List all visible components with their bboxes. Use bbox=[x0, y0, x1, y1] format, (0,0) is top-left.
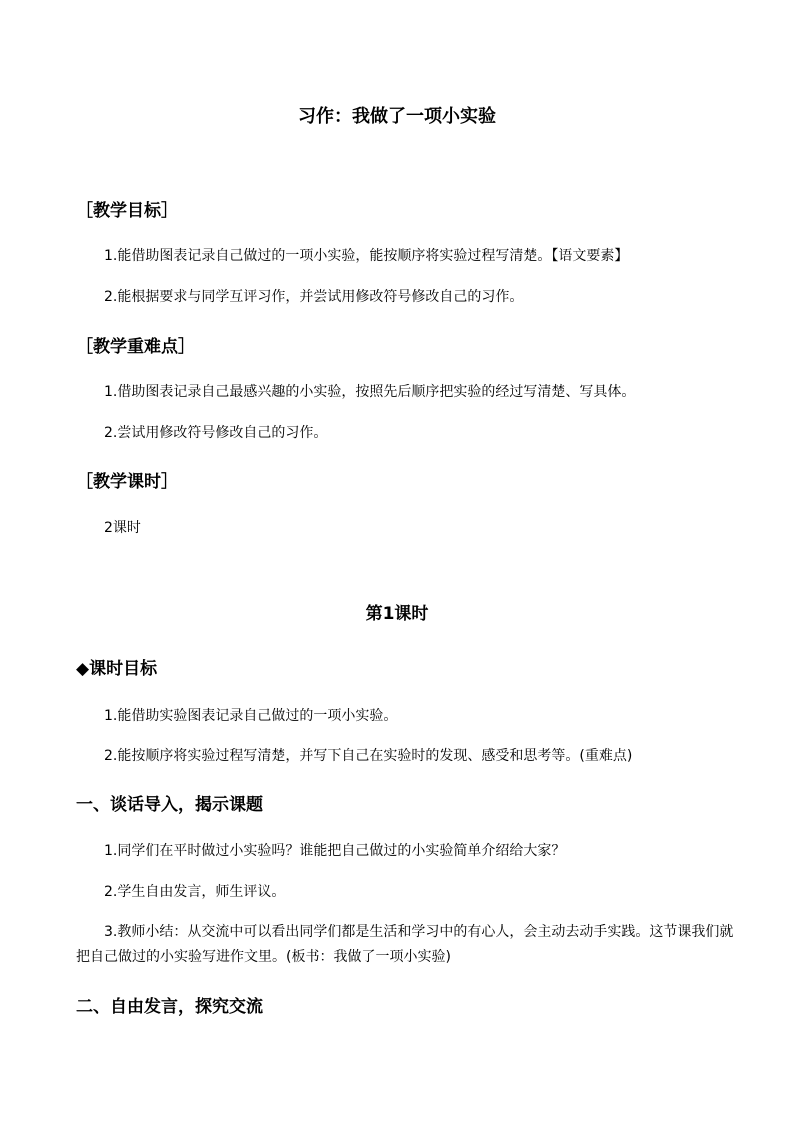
part-1-summary-paragraph: 3.教师小结：从交流中可以看出同学们都是生活和学习中的有心人，会主动去动手实践。这节课我们就把自己做过的小实验写进作文里。(板书：我做了一项小实验) bbox=[76, 924, 734, 965]
lesson-goals-heading: ◆课时目标 bbox=[76, 659, 158, 679]
key-point-item-2: 2.尝试用修改符号修改自己的习作。 bbox=[104, 425, 328, 441]
part-1-item-2: 2.学生自由发言，师生评议。 bbox=[104, 884, 286, 900]
key-point-item-1: 1.借助图表记录自己最感兴趣的小实验，按照先后顺序把实验的经过写清楚、写具体。 bbox=[104, 384, 636, 400]
part-2-heading: 二、自由发言，探究交流 bbox=[76, 997, 263, 1017]
heading-teaching-goals: ［教学目标］ bbox=[76, 201, 178, 221]
lesson-1-heading: 第1课时 bbox=[365, 604, 429, 624]
document-title: 习作：我做了一项小实验 bbox=[298, 106, 496, 127]
goal-item-2: 2.能根据要求与同学互评习作，并尝试用修改符号修改自己的习作。 bbox=[104, 289, 524, 305]
goal-item-1: 1.能借助图表记录自己做过的一项小实验，能按顺序将实验过程写清楚。【语文要素】 bbox=[104, 248, 629, 264]
part-1-heading: 一、谈话导入，揭示课题 bbox=[76, 795, 263, 815]
part-1-item-1: 1.同学们在平时做过小实验吗？谁能把自己做过的小实验简单介绍给大家？ bbox=[104, 843, 566, 859]
lesson-goal-item-1: 1.能借助实验图表记录自己做过的一项小实验。 bbox=[104, 708, 398, 724]
heading-key-points: ［教学重难点］ bbox=[76, 337, 195, 357]
teaching-hours-value: 2课时 bbox=[104, 520, 141, 536]
lesson-goal-item-2: 2.能按顺序将实验过程写清楚，并写下自己在实验时的发现、感受和思考等。(重难点) bbox=[104, 748, 633, 764]
heading-teaching-hours: ［教学课时］ bbox=[76, 472, 178, 492]
